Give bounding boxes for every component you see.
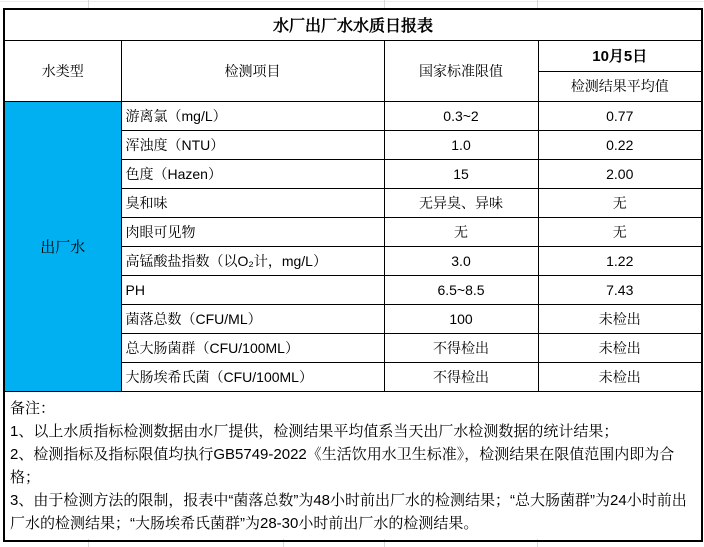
standard-cell: 0.3~2 <box>384 101 538 130</box>
col-header-item: 检测项目 <box>121 40 384 101</box>
standard-cell: 不得检出 <box>384 333 538 362</box>
note-line: 2、检测指标及指标限值均执行GB5749-2022《生活饮用水卫生标准》，检测结果在限值范围内即为合格； <box>10 445 675 486</box>
result-cell: 无 <box>538 188 702 217</box>
item-cell: 菌落总数（CFU/ML） <box>121 304 384 333</box>
notes-label: 备注： <box>10 399 56 417</box>
water-type-cell: 出厂水 <box>4 101 121 391</box>
col-header-average: 检测结果平均值 <box>538 71 702 101</box>
notes-cell <box>4 391 702 541</box>
result-cell: 无 <box>538 217 702 246</box>
standard-cell: 3.0 <box>384 246 538 275</box>
note-line: 3、由于检测方法的限制，报表中“菌落总数”为48小时前出厂水的检测结果；“总大肠菌群”为24小时前出厂水的检测结果；“大肠埃希氏菌群”为28-30小时前出厂水的检测结果。 <box>10 491 687 532</box>
item-cell: 肉眼可见物 <box>121 217 384 246</box>
item-cell: 游离氯（mg/L） <box>121 101 384 130</box>
gridline <box>537 0 538 8</box>
standard-cell: 15 <box>384 159 538 188</box>
gridline <box>88 0 89 8</box>
gridline <box>384 0 385 8</box>
item-cell: PH <box>121 275 384 304</box>
col-header-water-type: 水类型 <box>4 40 121 101</box>
report-title: 水厂出厂水水质日报表 <box>4 9 702 40</box>
notes-row <box>4 391 702 541</box>
gridline <box>0 1 704 2</box>
result-cell: 1.22 <box>538 246 702 275</box>
note-line: 1、以上水质指标检测数据由水厂提供，检测结果平均值系当天出厂水检测数据的统计结果； <box>10 422 619 440</box>
item-cell: 总大肠菌群（CFU/100ML） <box>121 333 384 362</box>
col-header-standard: 国家标准限值 <box>384 40 538 101</box>
table-row <box>4 101 702 130</box>
item-cell: 臭和味 <box>121 188 384 217</box>
standard-cell: 1.0 <box>384 130 538 159</box>
item-cell: 浑浊度（NTU） <box>121 130 384 159</box>
standard-cell: 无 <box>384 217 538 246</box>
result-cell: 0.22 <box>538 130 702 159</box>
standard-cell: 6.5~8.5 <box>384 275 538 304</box>
standard-cell: 100 <box>384 304 538 333</box>
water-quality-report-table <box>3 8 703 542</box>
result-cell: 2.00 <box>538 159 702 188</box>
title-row <box>4 9 702 40</box>
result-cell: 未检出 <box>538 333 702 362</box>
col-header-date: 10月5日 <box>538 40 702 71</box>
result-cell: 0.77 <box>538 101 702 130</box>
standard-cell: 无异臭、异味 <box>384 188 538 217</box>
result-cell: 未检出 <box>538 304 702 333</box>
item-cell: 大肠埃希氏菌（CFU/100ML） <box>121 362 384 391</box>
item-cell: 色度（Hazen） <box>121 159 384 188</box>
item-cell: 高锰酸盐指数（以O₂计，mg/L） <box>121 246 384 275</box>
standard-cell: 不得检出 <box>384 362 538 391</box>
result-cell: 未检出 <box>538 362 702 391</box>
header-row <box>4 40 702 71</box>
result-cell: 7.43 <box>538 275 702 304</box>
